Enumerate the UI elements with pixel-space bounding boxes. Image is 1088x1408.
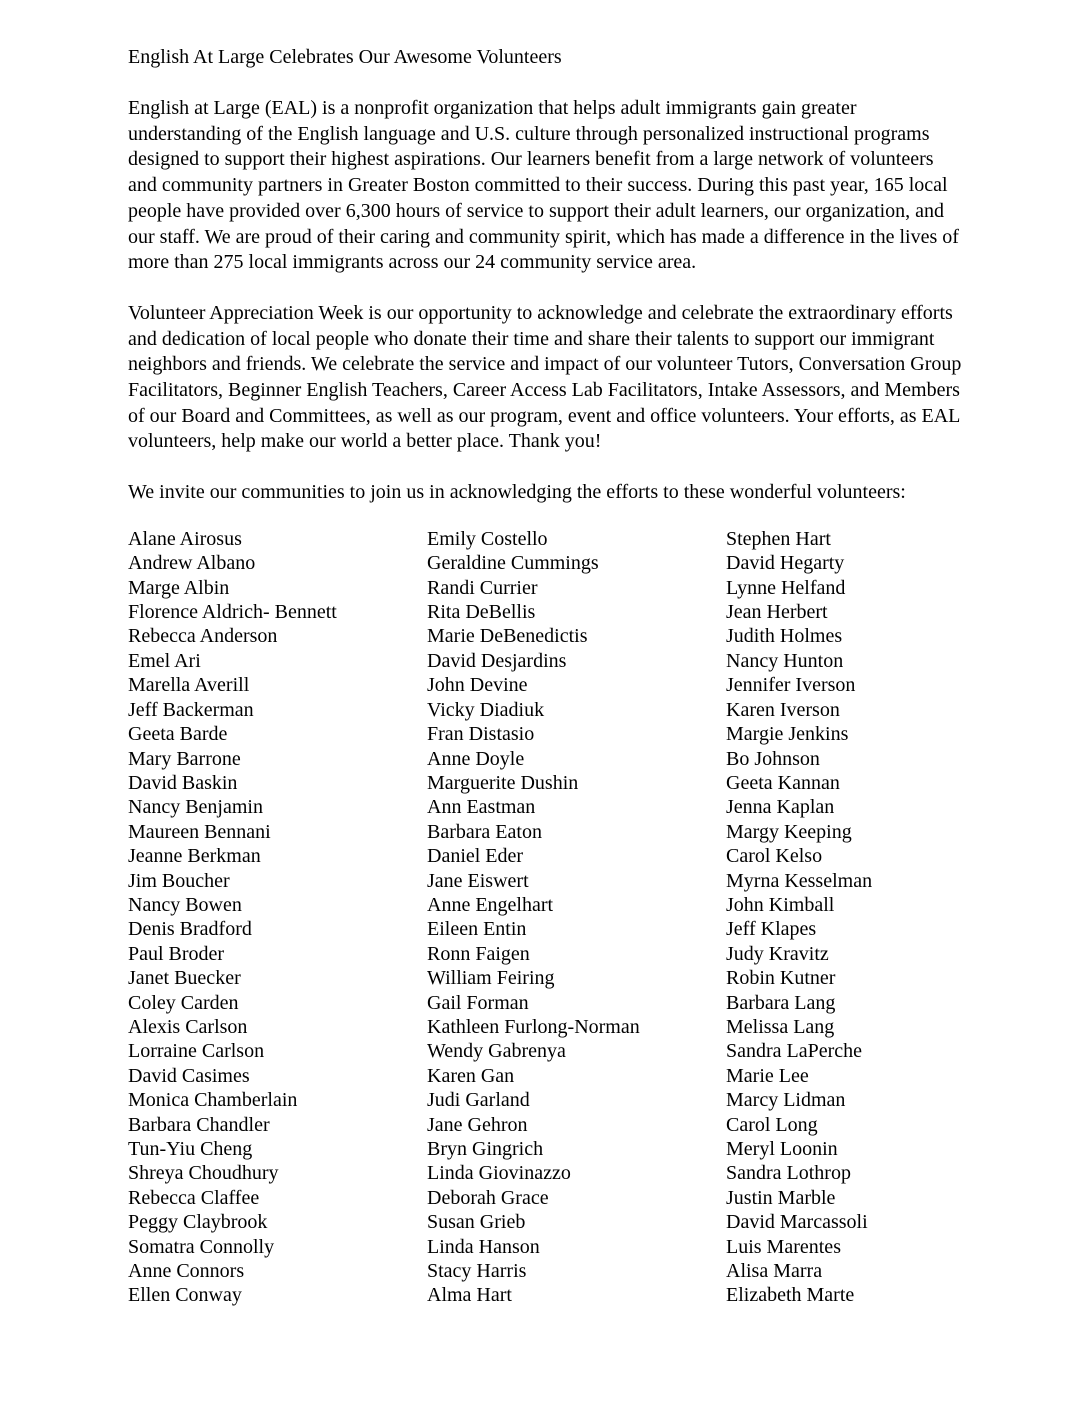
volunteer-name: Florence Aldrich- Bennett (128, 601, 337, 624)
volunteer-name: David Baskin (128, 771, 238, 794)
volunteer-name: Eileen Entin (427, 918, 527, 941)
volunteer-name: Monica Chamberlain (128, 1089, 298, 1112)
volunteer-column-1 (128, 527, 427, 1308)
volunteer-name: Marcy Lidman (726, 1089, 846, 1112)
volunteer-name: Margy Keeping (726, 820, 852, 843)
volunteer-name: Robin Kutner (726, 967, 836, 990)
volunteer-name: Deborah Grace (427, 1186, 549, 1209)
volunteer-name: Meryl Loonin (726, 1138, 838, 1160)
volunteer-name: Jeff Klapes (726, 918, 817, 941)
volunteer-name: Maureen Bennani (128, 820, 271, 843)
volunteer-name: Marie Lee (726, 1064, 809, 1087)
volunteer-name: Daniel Eder (427, 845, 524, 868)
volunteer-name: William Feiring (427, 967, 555, 990)
volunteer-name: Jennifer Iverson (726, 674, 856, 697)
volunteer-name: Anne Connors (128, 1260, 245, 1283)
volunteer-name: David Casimes (128, 1064, 250, 1087)
volunteer-name: Linda Giovinazzo (427, 1162, 571, 1185)
volunteer-name-columns (128, 527, 970, 1308)
volunteer-name: Marguerite Dushin (427, 771, 579, 794)
volunteer-name: Mary Barrone (128, 747, 241, 770)
volunteer-name: Melissa Lang (726, 1015, 835, 1038)
volunteer-name: Lorraine Carlson (128, 1040, 265, 1063)
volunteer-name: Judy Kravitz (726, 942, 829, 965)
volunteer-name: Luis Marentes (726, 1235, 841, 1258)
volunteer-name: Ellen Conway (128, 1284, 242, 1307)
volunteer-name: Janet Buecker (128, 967, 241, 990)
volunteer-name: Ronn Faigen (427, 942, 530, 965)
volunteer-name: Alane Airosus (128, 527, 242, 550)
volunteer-name: Justin Marble (726, 1186, 836, 1209)
volunteer-name: Myrna Kesselman (726, 869, 873, 892)
volunteer-name: Anne Engelhart (427, 893, 554, 916)
volunteer-name: Barbara Eaton (427, 820, 542, 843)
volunteer-name: Nancy Benjamin (128, 796, 263, 819)
volunteer-name: David Desjardins (427, 649, 567, 672)
volunteer-name: Stacy Harris (427, 1260, 527, 1283)
volunteer-name: Marella Averill (128, 674, 250, 697)
volunteer-name: Sandra Lothrop (726, 1162, 851, 1185)
volunteer-name: Paul Broder (128, 942, 225, 965)
volunteer-name: Lynne Helfand (726, 576, 846, 599)
volunteer-name: Sandra LaPerche (726, 1040, 863, 1063)
volunteer-name: Alisa Marra (726, 1260, 823, 1283)
volunteer-name: Somatra Connolly (128, 1235, 275, 1258)
volunteer-name: Jeff Backerman (128, 698, 254, 721)
volunteer-name: Geraldine Cummings (427, 552, 599, 575)
volunteer-name: Marie DeBenedictis (427, 625, 588, 648)
appreciation-paragraph: Volunteer Appreciation Week is our opportunity to acknowledge and celebrate the extraordinary efforts and dedication of local people who donate their time and share their talents to support our immigrant neighbors and friends. We celebrate the service and impact of our volunteer Tutors, Conversation Group Facilitators, Beginner English Teachers, Career Access Lab Facilitators, Intake Assessors, and Members of our Board and Committees, as well as our program, event and office volunteers. Your efforts, as EAL volunteers, help make our world a better place. Thank you! (128, 301, 962, 453)
volunteer-name: Elizabeth Marte (726, 1284, 855, 1307)
volunteer-name: Shreya Choudhury (128, 1162, 279, 1185)
volunteer-name: Susan Grieb (427, 1211, 526, 1234)
volunteer-name: Ann Eastman (427, 796, 536, 819)
volunteer-name: Jane Gehron (427, 1113, 528, 1136)
volunteer-name: Carol Long (726, 1113, 818, 1136)
volunteer-name: Nancy Bowen (128, 893, 242, 916)
volunteer-name: Emily Costello (427, 527, 548, 550)
invite-line: We invite our communities to join us in acknowledging the efforts to these wonderful volunteers: (128, 481, 906, 504)
volunteer-name: Judith Holmes (726, 625, 843, 648)
volunteer-name: Jane Eiswert (427, 869, 529, 892)
volunteer-name: Linda Hanson (427, 1235, 540, 1258)
volunteer-name: Alexis Carlson (128, 1015, 248, 1038)
volunteer-name: Fran Distasio (427, 723, 535, 746)
volunteer-name: Rebecca Claffee (128, 1186, 260, 1209)
volunteer-name: Karen Iverson (726, 698, 840, 721)
volunteer-name: Peggy Claybrook (128, 1211, 268, 1234)
intro-paragraph: English at Large (EAL) is a nonprofit organization that helps adult immigrants gain greater understanding of the English language and U.S. culture through personalized instructional programs designed to support their highest aspirations. Our learners benefit from a large network of volunteers and community partners in Greater Boston committed to their success. During this past year, 165 local people have provided over 6,300 hours of service to support their adult learners, our organization, and our staff. We are proud of their caring and community spirit, which has made a difference in the lives of more than 275 local immigrants across our 24 community service area. (128, 97, 959, 274)
volunteer-name: Anne Doyle (427, 747, 525, 770)
volunteer-name: Rebecca Anderson (128, 625, 278, 648)
page-title: English At Large Celebrates Our Awesome Volunteers (128, 46, 562, 68)
volunteer-name: Vicky Diadiuk (427, 698, 545, 721)
volunteer-name: Alma Hart (427, 1284, 512, 1307)
volunteer-name: Randi Currier (427, 576, 538, 599)
volunteer-name: Geeta Kannan (726, 771, 840, 794)
volunteer-name: Geeta Barde (128, 723, 228, 746)
volunteer-name: Tun-Yiu Cheng (128, 1138, 253, 1160)
volunteer-name: Wendy Gabrenya (427, 1040, 566, 1063)
volunteer-name: Kathleen Furlong-Norman (427, 1015, 640, 1038)
volunteer-name: Nancy Hunton (726, 649, 844, 672)
volunteer-column-2 (427, 527, 726, 1308)
volunteer-name: Barbara Lang (726, 991, 836, 1014)
volunteer-name: Emel Ari (128, 649, 201, 672)
volunteer-name: Carol Kelso (726, 845, 823, 868)
volunteer-name: Judi Garland (427, 1089, 530, 1112)
volunteer-name: Margie Jenkins (726, 723, 849, 746)
volunteer-name: Gail Forman (427, 991, 529, 1014)
volunteer-name: Andrew Albano (128, 552, 256, 575)
volunteer-name: Bryn Gingrich (427, 1138, 544, 1160)
volunteer-name: Denis Bradford (128, 918, 252, 941)
volunteer-name: Jenna Kaplan (726, 796, 835, 819)
volunteer-name: Jeanne Berkman (128, 845, 261, 868)
volunteer-name: Barbara Chandler (128, 1113, 270, 1136)
volunteer-name: Stephen Hart (726, 527, 831, 550)
volunteer-name: Jean Herbert (726, 601, 828, 624)
volunteer-name: Coley Carden (128, 991, 239, 1014)
volunteer-name: Bo Johnson (726, 747, 820, 770)
volunteer-name: Karen Gan (427, 1064, 515, 1087)
volunteer-name: Marge Albin (128, 576, 230, 599)
volunteer-name: Rita DeBellis (427, 601, 536, 624)
volunteer-name: John Devine (427, 674, 528, 697)
volunteer-column-3 (726, 527, 872, 1308)
volunteer-name: David Marcassoli (726, 1211, 868, 1234)
volunteer-name: John Kimball (726, 893, 835, 916)
volunteer-name: Jim Boucher (128, 869, 230, 892)
volunteer-name: David Hegarty (726, 552, 845, 575)
